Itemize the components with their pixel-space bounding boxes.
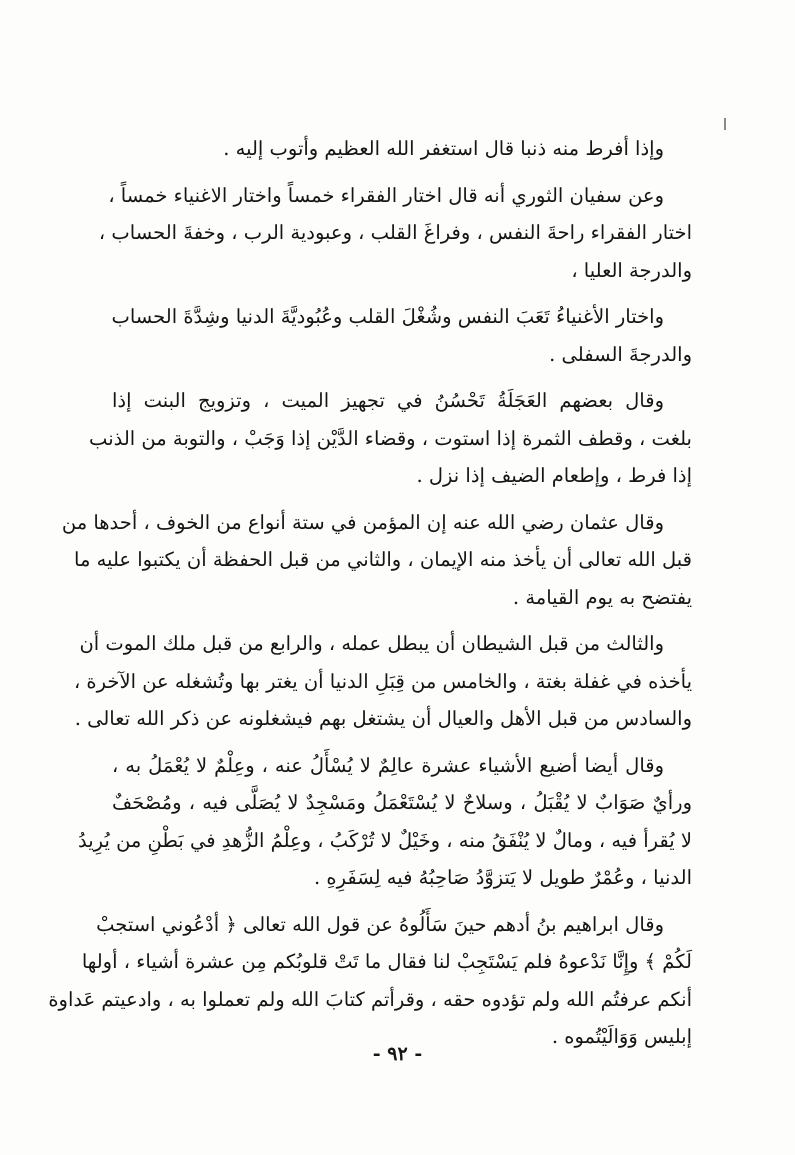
paragraph-gap (112, 616, 692, 625)
paragraph-gap (112, 738, 692, 747)
text-line: وقال ابراهيم بنُ أدهم حينَ سَأَلُوهُ عن قول الله تعالى ﴿ أدْعُوني استجبْ (96, 912, 664, 936)
text-line: والدرجة العليا ، (571, 258, 692, 282)
text-line: قبل الله تعالى أن يأخذ منه الإيمان ، والثاني من قبل الحفظة أن يكتبوا عليه ما (74, 548, 692, 571)
text-line: وقال أيضا أضيع الأشياء عشرة عالِمٌ لا يُسْأَلُ عنه ، وعِلْمٌ لا يُعْمَلُ به ، (112, 753, 664, 777)
text-line: لَكُمْ ﴾ وإِنَّا نَدْعوهُ فلم يَسْتَجِبْ لنا فقال ما تَتْ قلوبُكم مِن عشرة أشياء ، أولها (81, 950, 692, 973)
paragraph (112, 130, 692, 168)
text-line: وقال عثمان رضي الله عنه إن المؤمن في ستة أنواع من الخوف ، أحدها من (61, 510, 664, 534)
text-line: ورأيٌ صَوَابٌ لا يُقْبَلُ ، وسلاحٌ لا يُسْتَعْمَلُ ومَسْجِدٌ لا يُصَلَّى فيه ، ومُصْحَفٌ (112, 791, 692, 814)
text-line: لا يُقرأ فيه ، ومالٌ لا يُنْفَقُ منه ، وخَيْلٌ لا تُرْكَبُ ، وعِلْمُ الزُّهدِ في بَطْنِ من يُرِيدُ (78, 828, 692, 852)
body-text (48, 130, 692, 1056)
paragraph (61, 504, 692, 617)
paragraph-gap (112, 897, 692, 906)
paragraph-gap (112, 373, 692, 382)
text-line: والسادس من قبل الأهل والعيال أن يشتغل بهم فيشغلونه عن ذكر الله تعالى . (74, 707, 692, 730)
text-line: يأخذه في غفلة بغتة ، والخامس من قِبَلِ الدنيا أن يغتر بها وتُشغله عن الآخرة ، (73, 669, 692, 693)
text-line: أنكم عرفتُم الله ولم تؤدوه حقه ، وقرأتم كتابَ الله ولم تعملوا به ، وادعيتم عَداوة (48, 987, 692, 1011)
text-line: اختار الفقراء راحةَ النفس ، وفراغَ القلب ، وعبودية الرب ، وخفةَ الحساب ، (98, 221, 692, 244)
paragraph-gap (112, 495, 692, 504)
text-line: إبليس وَوَالَيْتُموه . (551, 1025, 692, 1048)
paragraph (89, 382, 692, 495)
paragraph (48, 906, 692, 1056)
paragraph-gap (112, 168, 692, 177)
text-line: إذا فرط ، وإطعام الضيف إذا نزل . (416, 464, 692, 487)
text-line: وقال بعضهم العَجَلَةُ تَحْسُنُ في تجهيز الميت ، وتزويج البنت إذا (112, 389, 664, 412)
text-line: الدنيا ، وعُمْرٌ طويل لا يَتزوَّدُ صَاحِبُهُ فيه لِسَفَرِهِ . (313, 866, 692, 889)
paragraph (78, 747, 692, 897)
scan-mark (724, 118, 726, 130)
text-line: وعن سفيان الثوري أنه قال اختار الفقراء خمساً واختار الاغنياء خمساً ، (108, 183, 664, 207)
paragraph (98, 177, 692, 290)
text-line: والثالث من قبل الشيطان أن يبطل عمله ، والرابع من قبل ملك الموت أن (79, 632, 664, 655)
page-number: - ٩٢ - (372, 1043, 423, 1065)
text-line: واختار الأغنياءُ تَعَبَ النفس وشُغْلَ القلب وعُبُوديَّةَ الدنيا وشِدَّةَ الحساب (111, 305, 664, 328)
text-line: بلغت ، وقطف الثمرة إذا استوت ، وقضاء الدَّيْن إذا وَجَبْ ، والتوبة من الذنب (89, 426, 692, 450)
paragraph-gap (112, 289, 692, 298)
text-line: والدرجةَ السفلى . (549, 342, 692, 366)
text-line: وإذا أفرط منه ذنبا قال استغفر الله العظيم وأتوب إليه . (223, 137, 664, 160)
paragraph (112, 298, 692, 373)
paragraph (73, 625, 692, 738)
text-line: يفتضح به يوم القيامة . (512, 585, 692, 609)
